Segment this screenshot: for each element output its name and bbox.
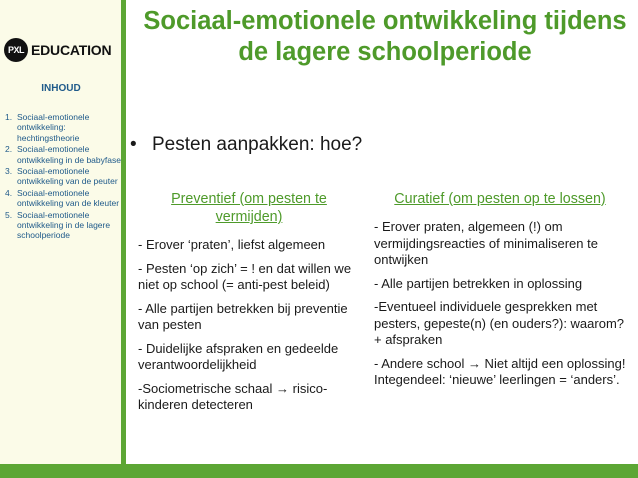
toc-item[interactable] (5, 144, 121, 165)
preventive-item: - Alle partijen betrekken bij preventie van pesten (138, 300, 348, 332)
sidebar (0, 0, 122, 464)
curative-item: - Erover praten, algemeen (!) om vermijdingsreacties of minimaliseren te ontwijken (374, 219, 598, 267)
curative-column (374, 190, 626, 396)
toc-item-number: 1. (5, 112, 13, 122)
bullet-point (130, 134, 362, 156)
toc-item-label: Sociaal-emotionele ontwikkeling van de kleuter (17, 187, 120, 209)
toc-item-label: Sociaal-emotionele ontwikkeling in de lagere schoolperiode (17, 209, 111, 241)
curative-item: -Eventueel individuele gesprekken met pesters, gepeste(n) (en ouders?): waarom? + afspraken (374, 299, 625, 347)
preventive-item: -Sociometrische schaal → risico-kinderen detecteren (138, 380, 328, 412)
logo-badge: PXL (4, 38, 28, 62)
toc-item-label: Sociaal-emotionele ontwikkeling in de babyfase (17, 144, 121, 165)
preventive-item: - Pesten ‘op zich’ = ! en dat willen we niet op school (= anti-pest beleid) (138, 260, 352, 292)
bullet-text: Pesten aanpakken: hoe? (152, 134, 363, 155)
toc-heading: INHOUD (41, 83, 81, 94)
logo-text: EDUCATION (31, 42, 112, 58)
toc-item-number: 4. (5, 187, 13, 198)
bottom-bar (0, 464, 638, 478)
curative-item: - Andere school → Niet altijd een oplossing! Integendeel: ‘nieuwe’ leerlingen = ‘anders’. (374, 355, 626, 387)
toc-item-number: 2. (5, 144, 13, 155)
sidebar-divider (121, 0, 126, 478)
curative-heading: Curatief (om pesten op te lossen) (394, 191, 606, 207)
toc-item-number: 3. (5, 166, 13, 177)
preventive-column (138, 190, 360, 421)
toc-item[interactable] (5, 188, 121, 209)
toc-item[interactable] (5, 112, 121, 143)
curative-item: - Alle partijen betrekken in oplossing (374, 275, 583, 291)
preventive-item: - Duidelijke afspraken en gedeelde verantwoordelijkheid (138, 340, 339, 372)
slide-title: Sociaal-emotionele ontwikkeling tijdens de lagere schoolperiode (143, 7, 627, 66)
toc-item-label: Sociaal-emotionele ontwikkeling: hechtingstheorie (17, 112, 90, 143)
preventive-item: - Erover ‘praten’, liefst algemeen (138, 237, 326, 252)
bullet-icon: • (130, 134, 137, 155)
toc-item[interactable] (5, 166, 121, 187)
toc-item-number: 5. (5, 209, 13, 220)
preventive-heading: Preventief (om pesten te vermijden) (171, 191, 327, 225)
toc-item[interactable] (5, 210, 121, 241)
logo (4, 38, 111, 62)
toc-item-label: Sociaal-emotionele ontwikkeling van de peuter (17, 166, 118, 187)
toc-list (5, 112, 121, 242)
